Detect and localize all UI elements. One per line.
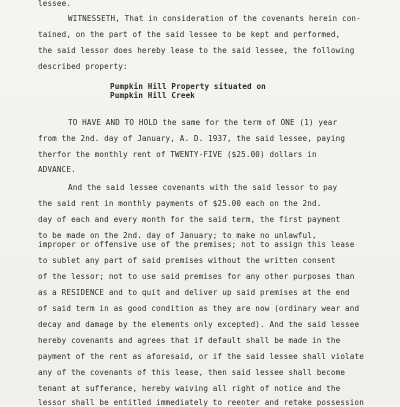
text-line: tained, on the part of the said lessee to be kept and performed, — [38, 30, 341, 39]
text-line: ADVANCE. — [38, 165, 76, 174]
property-name-line: Pumpkin Hill Property situated on — [110, 82, 266, 91]
text-line: improper or offensive use of the premises; not to assign this lease — [38, 240, 355, 249]
text-line: from the 2nd. day of January, A. D. 1937, the said lessee, paying — [38, 134, 346, 143]
text-line: the said lessor does hereby lease to the said lessee, the following — [38, 46, 355, 55]
text-line: to sublet any part of said premises without the written consent — [38, 256, 336, 265]
text-line: any of the covenants of this lease, then said lessee shall become — [38, 368, 346, 377]
text-line: WITNESSETH, That in consideration of the covenants herein con- — [68, 14, 361, 23]
text-line: lessee. — [38, 0, 72, 8]
text-line: of the lessor; not to use said premises for any other purposes than — [38, 272, 355, 281]
text-line: described property: — [38, 62, 128, 71]
property-location-line: Pumpkin Hill Creek — [110, 91, 196, 100]
text-line: decay and damage by the elements only excepted). And the said lessee — [38, 320, 360, 329]
text-line: day of each and every month for the said term, the first payment — [38, 215, 341, 224]
text-line: lessor shall be entitled immediately to reenter and retake possession — [38, 398, 364, 407]
text-line: to be made on the 2nd. day of January; to make no unlawful, — [38, 231, 317, 240]
text-line: of said term in as good condition as they are now (ordinary wear and — [38, 304, 360, 313]
text-line: payment of the rent as aforesaid, or if the said lessee shall violate — [38, 352, 364, 361]
text-line: And the said lessee covenants with the said lessor to pay — [68, 183, 338, 192]
text-line: hereby covenants and agrees that if default shall be made in the — [38, 336, 341, 345]
text-line: tenant at sufferance, hereby waiving all right of notice and the — [38, 384, 341, 393]
text-line: as a RESIDENCE and to quit and deliver up said premises at the end — [38, 288, 350, 297]
text-line: the said rent in monthly payments of $25.00 each on the 2nd. — [38, 199, 322, 208]
text-line: therfor the monthly rent of TWENTY-FIVE ($25.00) dollars in — [38, 150, 317, 159]
text-line: TO HAVE AND TO HOLD the same for the term of ONE (1) year — [68, 118, 338, 127]
